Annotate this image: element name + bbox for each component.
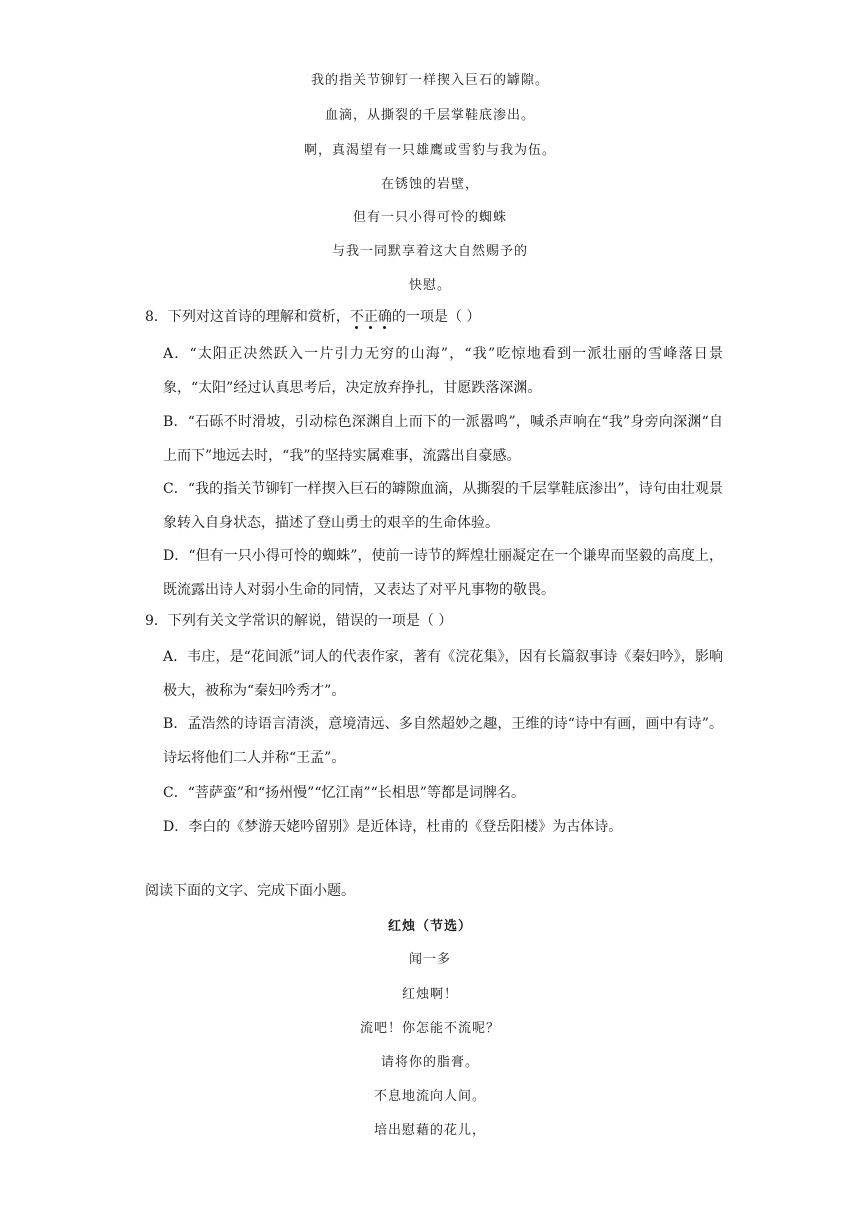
poem-line: 啊，真渴望有一只雄鹰或雪豹与我为伍。 (303, 143, 556, 158)
poem-line: 在锈蚀的岩壁， (380, 177, 479, 192)
poem-line: 不息地流向人间。 (373, 1089, 486, 1104)
emphasis-char: 确 (377, 309, 392, 325)
question-8-option-c: C．“我的指关节铆钉一样揳入巨石的罅隙血滴，从撕裂的千层掌鞋底渗出”，诗句由壮观景象转入自身状态，描述了登山勇士的艰辛的生命体验。 (163, 481, 723, 531)
question-8-stem (145, 307, 725, 327)
poem-line: 快慰。 (408, 278, 451, 293)
poem-line: 流吧！你怎能不流呢？ (359, 1021, 500, 1036)
poem-line: 血滴，从撕裂的千层掌鞋底渗出。 (324, 108, 535, 123)
emphasis-char: 不 (349, 309, 364, 325)
poem-line: 与我一同默享着这大自然赐予的 (331, 244, 528, 259)
question-9-option-a: A．韦庄，是“花间派”词人的代表作家，著有《浣花集》，因有长篇叙事诗《秦妇吟》，影响极大，被称为“秦妇吟秀才”。 (163, 649, 723, 699)
poem-line: 但有一只小得可怜的蜘蛛 (352, 210, 507, 225)
poem-author: 闻一多 (408, 952, 451, 967)
poem-title: 红烛（节选） (387, 919, 472, 934)
question-9-option-c: C．“菩萨蛮”和“扬州慢”“忆江南”“长相思”等都是词牌名。 (163, 785, 525, 801)
poem-line: 红烛啊！ (401, 987, 458, 1002)
question-9-option-b: B．孟浩然的诗语言清淡，意境清远、多自然超妙之趣，王维的诗“诗中有画，画中有诗”。诗坛将他们二人并称“王孟”。 (163, 716, 723, 766)
question-9-stem: 9．下列有关文学常识的解说，错误的一项是（ ） (145, 613, 453, 629)
poem-line: 请将你的脂膏。 (380, 1055, 479, 1070)
poem-line: 培出慰藉的花儿， (373, 1123, 486, 1138)
question-9-option-d: D．李白的《梦游天姥吟留别》是近体诗，杜甫的《登岳阳楼》为古体诗。 (163, 819, 623, 835)
poem-line: 我的指关节铆钉一样揳入巨石的罅隙。 (310, 73, 549, 88)
emphasis-char: 正 (363, 309, 378, 325)
question-8-option-a: A．“太阳正决然跃入一片引力无穷的山海”，“我”吃惊地看到一派壮丽的雪峰落日景象，“太阳”经过认真思考后，决定放弃挣扎，甘愿跌落深渊。 (163, 346, 723, 396)
question-8-option-b: B．“石砾不时滑坡，引动棕色深渊自上而下的一派嚣鸣”，喊杀声响在“我”身旁向深渊“自上而下”地远去时，“我”的坚持实属难事，流露出自豪感。 (163, 414, 723, 464)
reading-intro: 阅读下面的文字、完成下面小题。 (145, 883, 355, 899)
question-stem-text: 的一项是（ ） (391, 309, 481, 325)
question-stem-text: 8．下列对这首诗的理解和赏析， (145, 309, 350, 325)
question-8-option-d: D．“但有一只小得可怜的蜘蛛”，使前一诗节的辉煌壮丽凝定在一个谦卑而坚毅的高度上，既流露出诗人对弱小生命的同情，又表达了对平凡事物的敬畏。 (163, 548, 723, 598)
